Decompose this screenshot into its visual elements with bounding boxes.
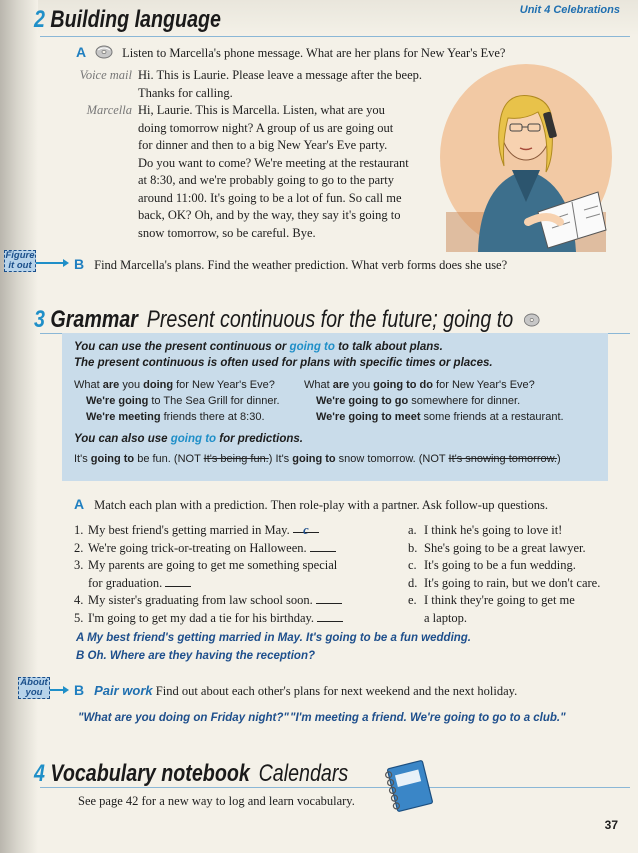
answer-blank[interactable] [165,576,191,587]
pair-work-label: Pair work [94,683,153,698]
dialog-line: for dinner and then to a big New Year's Eve party. [138,138,388,152]
tag-line: Figure [5,250,35,261]
exercise-2b [74,256,507,275]
example-dialog-a: A My best friend's getting married in May. It's going to be a fun wedding. [76,632,472,644]
example-line: What are you going to do for New Year's Eve? [304,379,535,391]
dialog-line: doing tomorrow night? A group of us are going out [138,120,394,135]
plan-item: 4. My sister's graduating from law school soon. [74,592,404,610]
about-arrow [50,689,64,691]
section-4-rule [40,787,630,788]
example-left-column [74,377,280,425]
exercise-3a [74,496,548,515]
example-line: We're meeting friends there at 8:30. [86,411,265,423]
exercise-2a [76,44,505,64]
notebook-icon [384,758,436,819]
marcella-phone-illustration [438,62,614,257]
marcella-text [138,102,409,242]
speaker-voice-mail: Voice mail [79,68,132,82]
section-number: 4 [34,760,45,787]
exercise-instruction: Match each plan with a prediction. Then role-play with a partner. Ask follow-up questions. [94,498,548,512]
section-number: 2 [34,6,45,33]
exercise-letter: B [74,682,85,698]
section-title: Building language [50,6,221,33]
incorrect-example: It's snowing tomorrow. [448,453,557,465]
answer-blank[interactable] [317,611,343,622]
plan-item: 5. I'm going to get my dad a tie for his birthday. [74,610,404,628]
dialog-line: Thanks for calling. [138,85,233,100]
prediction-examples: It's going to be fun. (NOT It's being fun.) It's going to snow tomorrow. (NOT It's snowing tomorrow.) [74,453,561,465]
answer-blank[interactable] [316,593,342,604]
section-4-heading [34,760,348,788]
dialog-line: at 8:30, and we're probably going to go to the party [138,173,395,187]
exercise-instruction: Find Marcella's plans. Find the weather prediction. What verb forms does she use? [94,258,508,272]
rule-text: to talk about plans. [334,341,443,353]
prediction-item: a laptop. [424,610,468,625]
exercise-letter: B [74,256,85,272]
unit-header: Unit 4 Celebrations [519,4,620,16]
plan-item: 1. My best friend's getting married in May. c [74,522,404,540]
page-number: 37 [604,818,618,832]
exercise-instruction: Listen to Marcella's phone message. What are her plans for New Year's Eve? [122,46,506,60]
section-2-heading [34,6,221,34]
tag-line: it out [8,260,32,271]
prediction-item: b. She's going to be a great lawyer. [408,540,586,555]
example-line: We're going to go somewhere for dinner. [316,395,521,407]
grammar-rule-2: The present continuous is often used for plans with specific times or places. [74,357,493,369]
tag-line: About [20,677,48,688]
dialog-line: back, OK? Oh, and by the way, they say it's going to [138,208,401,222]
speaker-marcella: Marcella [86,103,132,117]
example-line: We're going to meet some friends at a restaurant. [316,411,564,423]
audio-cd-icon[interactable] [524,306,540,334]
plans-list [74,522,404,627]
rule-highlight: going to [170,433,217,445]
example-line: We're going to The Sea Grill for dinner. [86,395,280,407]
dialog-line: snow tomorrow, so be careful. Bye. [138,225,316,240]
section-title: Grammar [50,306,138,333]
predictions-list [408,522,633,627]
dialog [50,67,450,242]
exercise-instruction: Find out about each other's plans for next weekend and the next holiday. [152,684,518,698]
section-3-heading [34,306,540,334]
plan-item: for graduation. [74,575,404,593]
exercise-3b [74,682,517,701]
prediction-item: c. It's going to be a fun wedding. [408,558,576,572]
figure-arrow [36,262,64,264]
about-you-tag [18,677,50,699]
grammar-rule-3 [74,433,303,445]
grammar-rule-1 [74,341,443,353]
vocab-notebook-text: See page 42 for a new way to log and learn vocabulary. [78,794,355,808]
prediction-item: d. It's going to rain, but we don't care. [408,575,601,590]
example-response: "I'm meeting a friend. We're going to go to a club." [290,712,566,724]
prediction-item: e. I think they're going to get me [408,593,575,607]
page-binding-shadow [0,0,38,853]
prediction-item: a. I think he's going to love it! [408,523,563,537]
section-2-rule [40,36,630,37]
dialog-line: Do you want to come? We're meeting at the restaurant [138,155,409,170]
section-subtitle: Calendars [258,760,349,787]
section-number: 3 [34,306,45,333]
example-dialog-b: B Oh. Where are they having the reception? [76,650,315,662]
example-right-column [304,377,564,425]
dialog-line: Hi, Laurie. This is Marcella. Listen, what are you [138,103,385,117]
figure-it-out-tag [4,250,36,272]
plan-item: 2. We're going trick-or-treating on Halloween. [74,540,404,558]
grammar-box [62,333,608,481]
section-subtitle: Present continuous for the future; going to [146,306,514,333]
rule-text: You can use the present continuous or [74,341,290,353]
rule-text: for predictions. [216,433,303,445]
plan-item: 3. My parents are going to get me something special [74,558,338,572]
answer-blank[interactable]: c [293,522,319,533]
dialog-line: Hi. This is Laurie. Please leave a message after the beep. [138,68,423,82]
answer-blank[interactable] [310,541,336,552]
incorrect-example: It's being fun. [203,453,269,465]
rule-text: You can also use [74,433,171,445]
section-title: Vocabulary notebook [50,760,250,787]
exercise-letter: A [76,44,87,60]
voice-mail-text [138,67,422,102]
example-line: What are you doing for New Year's Eve? [74,379,275,391]
dialog-line: around 11:00. It's going to be a lot of fun. So call me [138,190,402,205]
rule-highlight: going to [289,341,335,353]
audio-cd-icon[interactable] [95,45,113,64]
tag-line: you [25,687,43,698]
exercise-letter: A [74,496,85,512]
example-question: "What are you doing on Friday night?" [78,712,289,724]
